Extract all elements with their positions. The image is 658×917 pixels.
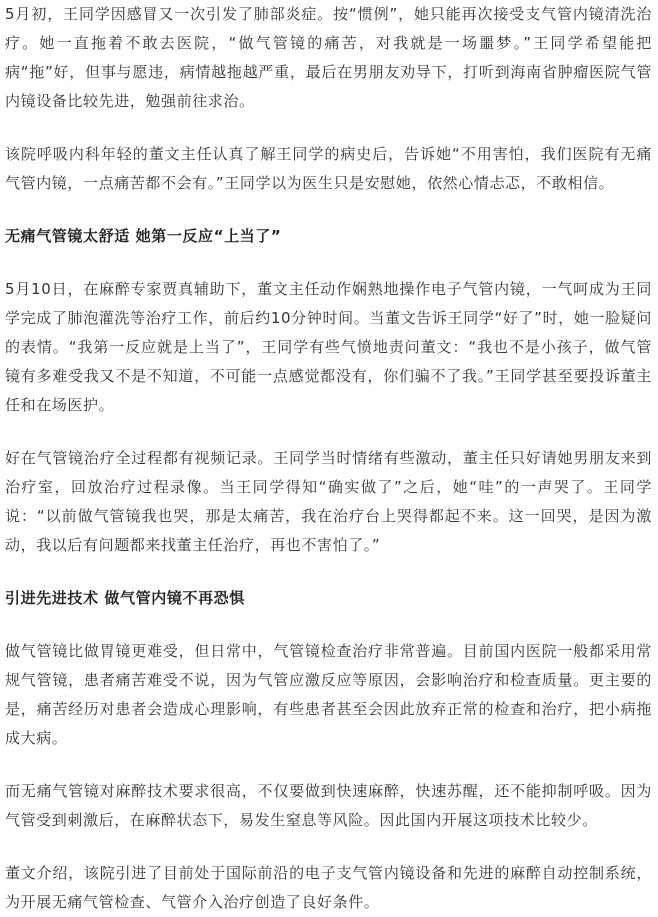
paragraph-4: 好在气管镜治疗全过程都有视频记录。王同学当时情绪有些激动，董主任只好请她男朋友来到治疗室，回放治疗过程录像。当王同学得知“确实做了”之后，她“哇”的一声哭了。王同学说：“以前做气管镜我也哭，那是太痛苦，我在治疗台上哭得都起不来。这一回哭，是因为激动，我以后有问题都来找董主任治疗，再也不害怕了。” — [5, 449, 653, 554]
spacer — [5, 116, 652, 140]
spacer — [5, 251, 652, 275]
paragraph-5: 做气管镜比做胃镜更难受，但日常中，气管镜检查治疗非常普遍。目前国内医院一般都采用常规气管镜，患者痛苦难受不说，因为气管应激反应等原因，会影响治疗和检查质量。更主要的是，痛苦经历对患者会造成心理影响，有些患者甚至会因此放弃正常的检查和治疗，把小病拖成大病。 — [5, 642, 652, 747]
spacer — [5, 560, 652, 584]
paragraph-6: 而无痛气管镜对麻醉技术要求很高，不仅要做到快速麻醉，快速苏醒，还不能抑制呼吸。因为气管受到刺激后，在麻醉状态下，易发生窒息等风险。因此国内开展这项技术比较少。 — [5, 782, 652, 829]
section-heading-1: 无痛气管镜太舒适 她第一反应“上当了” — [5, 227, 282, 245]
paragraph-1: 5月初，王同学因感冒又一次引发了肺部炎症。按“惯例”，她只能再次接受支气管内镜清洗治疗。她一直拖着不敢去医院，“做气管镜的痛苦，对我就是一场噩梦。”王同学希望能把病“拖”好，但事与愿违，病情越拖越严重，最后在男朋友劝导下，打听到海南省肿瘤医院气管内镜设备比较先进，勉强前往求治。 — [5, 5, 652, 110]
spacer — [5, 613, 652, 637]
spacer — [5, 420, 652, 444]
spacer — [5, 753, 652, 777]
spacer — [5, 835, 652, 859]
section-heading-2: 引进先进技术 做气管内镜不再恐惧 — [5, 589, 245, 607]
paragraph-3: 5月10日，在麻醉专家贾真辅助下，董文主任动作娴熟地操作电子气管内镜，一气呵成为王同学完成了肺泡灌洗等治疗工作，前后约10分钟时间。当董文告诉王同学“好了”时，她一脸疑问的表情。“我第一反应就是上当了”，王同学有些气愤地责问董文：“我也不是小孩子，做气管镜有多难受我又不是不知道，不可能一点感觉都没有，你们骗不了我。”王同学甚至要投诉董主任和在场医护。 — [5, 280, 652, 414]
paragraph-2: 该院呼吸内科年轻的董文主任认真了解王同学的病史后，告诉她“不用害怕，我们医院有无痛气管内镜，一点痛苦都不会有。”王同学以为医生只是安慰她，依然心情忐忑，不敢相信。 — [5, 145, 652, 192]
paragraph-7: 董文介绍，该院引进了目前处于国际前沿的电子支气管内镜设备和先进的麻醉自动控制系统，为开展无痛气管检查、气管介入治疗创造了良好条件。 — [5, 864, 652, 911]
spacer — [5, 198, 652, 222]
